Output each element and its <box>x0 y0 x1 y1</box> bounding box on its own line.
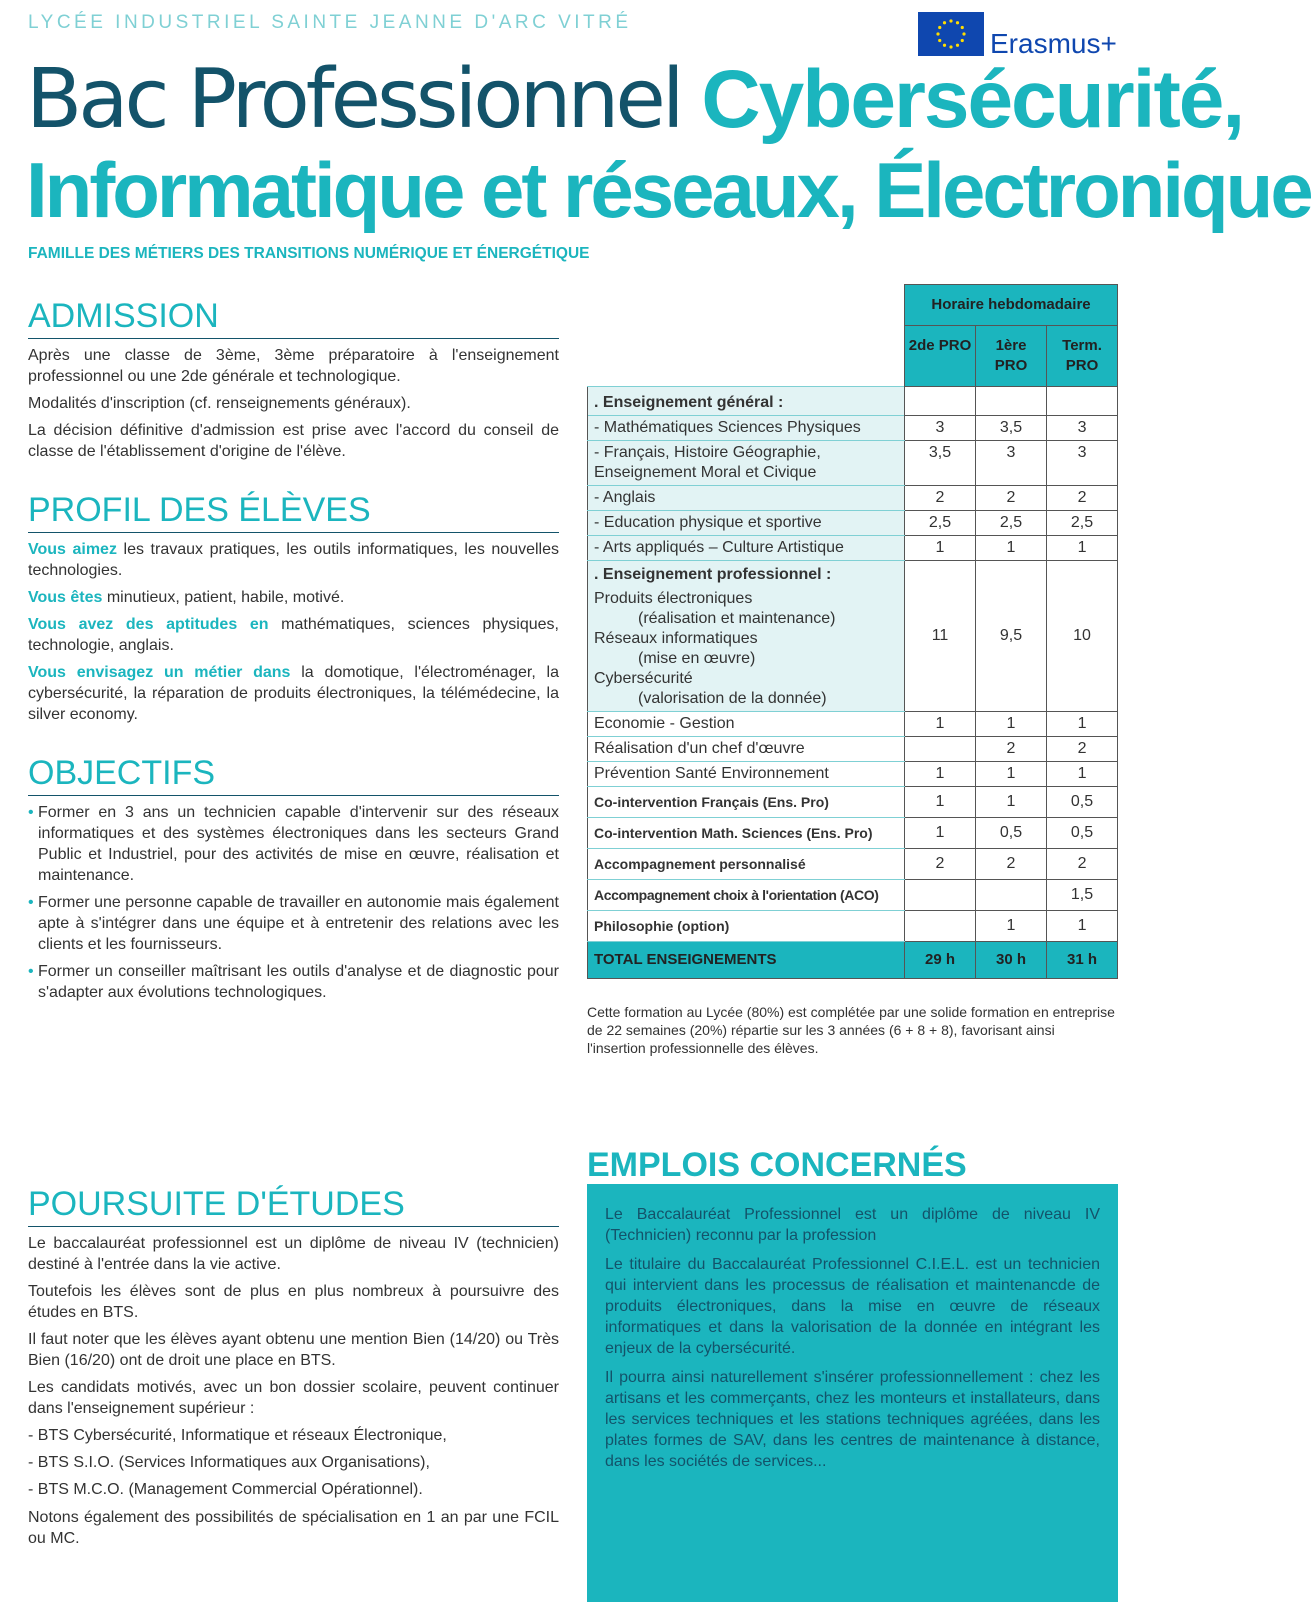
table-row <box>588 387 1118 416</box>
eu-star <box>962 32 965 35</box>
pro-line: Réseaux informatiques <box>594 630 758 647</box>
row-value: 3,5 <box>905 441 976 486</box>
row-value: 1 <box>905 787 976 818</box>
row-value: 2 <box>976 737 1047 762</box>
eu-star <box>943 21 946 24</box>
row-value: 1 <box>905 712 976 737</box>
row-value: 2 <box>976 849 1047 880</box>
row-label: Economie - Gestion <box>588 712 905 737</box>
bullet-icon: • <box>28 804 34 821</box>
bullet-icon: • <box>28 963 34 980</box>
poursuite-p2: Toutefois les élèves sont de plus en plus nombreux à poursuivre des études en BTS. <box>28 1283 559 1321</box>
list-item: • Former une personne capable de travailler en autonomie mais également apte à s'intégrer dans une équipe et à entretenir des relations avec les clients et les fournisseurs. <box>28 894 559 953</box>
row-label: - Arts appliqués – Culture Artistique <box>588 536 905 561</box>
row-value: 2 <box>1047 849 1118 880</box>
eu-star <box>956 44 959 47</box>
admission-p2: Modalités d'inscription (cf. renseignements généraux). <box>28 395 411 412</box>
admission-p3: La décision définitive d'admission est prise avec l'accord du conseil de classe de l'établissement d'origine de l'élève. <box>28 422 559 460</box>
table-row <box>588 511 1118 536</box>
objectifs-list <box>28 802 559 1003</box>
emplois-title: EMPLOIS CONCERNÉS <box>587 1146 967 1184</box>
row-value: 1 <box>1047 536 1118 561</box>
row-value: 2,5 <box>1047 511 1118 536</box>
row-value: 1 <box>976 536 1047 561</box>
list-item: - BTS S.I.O. (Services Informatiques aux Organisations), <box>28 1454 430 1471</box>
table-row <box>588 561 1118 712</box>
total-value: 31 h <box>1047 942 1118 979</box>
row-value: 1 <box>976 787 1047 818</box>
row-value: 9,5 <box>976 561 1047 712</box>
title-light: Bac Professionnel <box>26 52 681 147</box>
row-value: 1 <box>905 762 976 787</box>
row-value: 3,5 <box>976 416 1047 441</box>
row-value: 2,5 <box>905 511 976 536</box>
general-label: . Enseignement général : <box>588 387 905 416</box>
row-label: - Mathématiques Sciences Physiques <box>588 416 905 441</box>
poursuite-p1: Le baccalauréat professionnel est un diplôme de niveau IV (technicien) destiné à l'entrée dans la vie active. <box>28 1235 559 1273</box>
profil-item: Vous aimez les travaux pratiques, les outils informatiques, les nouvelles technologies. <box>28 541 560 579</box>
poursuite-p5: Notons également des possibilités de spécialisation en 1 an par une FCIL ou MC. <box>28 1509 559 1547</box>
list-item: • Former un conseiller maîtrisant les outils d'analyse et de diagnostic pour s'adapter aux évolutions technologiques. <box>28 963 559 1001</box>
admission-title: ADMISSION <box>28 296 559 339</box>
bullet-icon: • <box>28 894 34 911</box>
total-value: 29 h <box>905 942 976 979</box>
row-label: Prévention Santé Environnement <box>588 762 905 787</box>
table-row <box>588 762 1118 787</box>
row-value <box>905 880 976 911</box>
row-value: 3 <box>1047 441 1118 486</box>
eu-star <box>936 32 939 35</box>
row-value: 0,5 <box>1047 818 1118 849</box>
profil-title: PROFIL DES ÉLÈVES <box>28 490 559 533</box>
table-row <box>588 787 1118 818</box>
total-row <box>588 942 1118 979</box>
pro-line: (mise en œuvre) <box>638 650 756 667</box>
row-label: Réalisation d'un chef d'œuvre <box>588 737 905 762</box>
table-row <box>588 911 1118 942</box>
row-value: 2 <box>976 486 1047 511</box>
col-header: 1ère PRO <box>976 326 1047 387</box>
eu-flag-icon <box>918 12 984 56</box>
row-value <box>976 880 1047 911</box>
table-row <box>588 712 1118 737</box>
table-note: Cette formation au Lycée (80%) est complétée par une solide formation en entreprise de 22 semaines (20%) répartie sur les 3 années (6 + 8 + 8), favorisant ainsi l'insertion professionnelle des élèves. <box>587 1004 1115 1056</box>
eu-star <box>961 26 964 29</box>
row-value: 1 <box>1047 762 1118 787</box>
pro-line: Cybersécurité <box>594 670 693 687</box>
row-label: Co-intervention Français (Ens. Pro) <box>588 787 905 818</box>
table-row <box>588 536 1118 561</box>
poursuite-p4: Les candidats motivés, avec un bon dossier scolaire, peuvent continuer dans l'enseignement supérieur : <box>28 1379 559 1417</box>
table-cols-row <box>588 326 1118 387</box>
row-label: - Anglais <box>588 486 905 511</box>
emplois-p2: Le titulaire du Baccalauréat Professionnel C.I.E.L. est un technicien qui intervient dans les processus de réalisation et maintenancde de produits électroniques, dans la mise en œuvre de réseaux informatiques et dans la valorisation de la donnée en intégrant les enjeux de la cybersécurité. <box>605 1256 1100 1357</box>
pro-label: . Enseignement professionnel : <box>594 566 832 583</box>
list-item: - BTS Cybersécurité, Informatique et réseaux Électronique, <box>28 1427 447 1444</box>
row-label: - Education physique et sportive <box>588 511 905 536</box>
pro-line: Produits électroniques <box>594 590 753 607</box>
table-row <box>588 880 1118 911</box>
eu-star <box>961 39 964 42</box>
row-value: 1 <box>976 911 1047 942</box>
profil-item: Vous êtes minutieux, patient, habile, motivé. <box>28 589 345 606</box>
row-value: 1 <box>905 818 976 849</box>
total-value: 30 h <box>976 942 1047 979</box>
row-value: 11 <box>905 561 976 712</box>
total-label: TOTAL ENSEIGNEMENTS <box>588 942 905 979</box>
eu-star <box>949 45 952 48</box>
emplois-p1: Le Baccalauréat Professionnel est un diplôme de niveau IV (Technicien) reconnu par la profession <box>605 1206 1100 1244</box>
row-label: Accompagnement choix à l'orientation (ACO) <box>588 880 905 911</box>
row-value: 3 <box>905 416 976 441</box>
bts-list <box>28 1425 559 1501</box>
table-row <box>588 416 1118 441</box>
table-corner <box>588 285 905 326</box>
admission-section <box>28 296 559 468</box>
table-corner <box>588 326 905 387</box>
eu-star <box>949 19 952 22</box>
eu-star <box>943 44 946 47</box>
row-label: Co-intervention Math. Sciences (Ens. Pro) <box>588 818 905 849</box>
page-title-line2: Informatique et réseaux, Électronique <box>26 146 1311 234</box>
profil-section <box>28 490 559 731</box>
table-row <box>588 737 1118 762</box>
eu-star <box>956 21 959 24</box>
page-title <box>26 52 1244 147</box>
row-value: 1 <box>976 712 1047 737</box>
eu-star <box>938 39 941 42</box>
poursuite-p3: Il faut noter que les élèves ayant obtenu une mention Bien (14/20) ou Très Bien (16/20) ont de droit une place en BTS. <box>28 1331 559 1369</box>
col-header: Term. PRO <box>1047 326 1118 387</box>
row-label: Accompagnement personnalisé <box>588 849 905 880</box>
profil-item: Vous avez des aptitudes en mathématiques, sciences physiques, technologie, anglais. <box>28 616 559 654</box>
row-value: 1 <box>1047 712 1118 737</box>
list-item: - BTS M.C.O. (Management Commercial Opérationnel). <box>28 1481 423 1498</box>
row-value: 2,5 <box>976 511 1047 536</box>
objectifs-section <box>28 753 559 1009</box>
row-value: 2 <box>1047 486 1118 511</box>
list-item: • Former en 3 ans un technicien capable d'intervenir sur des réseaux informatiques et des systèmes électroniques dans les secteurs Grand Public et Industriel, pour des activités de mise en œuvre, réalisation et maintenance. <box>28 804 559 884</box>
row-value: 2 <box>1047 737 1118 762</box>
row-value: 1,5 <box>1047 880 1118 911</box>
title-accent: Cybersécurité, <box>701 54 1244 145</box>
row-value: 3 <box>1047 416 1118 441</box>
row-value: 10 <box>1047 561 1118 712</box>
row-value: 1 <box>905 536 976 561</box>
famille-subtitle: FAMILLE DES MÉTIERS DES TRANSITIONS NUMÉRIQUE ET ÉNERGÉTIQUE <box>28 245 590 262</box>
pro-line: (réalisation et maintenance) <box>638 610 836 627</box>
table-row <box>588 486 1118 511</box>
row-value: 2 <box>905 486 976 511</box>
emplois-box <box>587 1184 1118 1602</box>
row-value: 0,5 <box>976 818 1047 849</box>
hours-table <box>587 284 1118 979</box>
row-value: 2 <box>905 849 976 880</box>
table-row <box>588 441 1118 486</box>
admission-p1: Après une classe de 3ème, 3ème préparatoire à l'enseignement professionnel ou une 2de générale et technologique. <box>28 347 559 385</box>
pro-line: (valorisation de la donnée) <box>638 690 827 707</box>
table-row <box>588 818 1118 849</box>
table-row <box>588 849 1118 880</box>
poursuite-section <box>28 1184 559 1555</box>
row-label: Philosophie (option) <box>588 911 905 942</box>
col-header: 2de PRO <box>905 326 976 387</box>
profil-item: Vous envisagez un métier dans la domotique, l'électroménager, la cybersécurité, la réparation de produits électroniques, la télémédecine, la silver economy. <box>28 664 559 723</box>
row-value <box>905 911 976 942</box>
emplois-p3: Il pourra ainsi naturellement s'insérer professionnellement : chez les artisans et les commerçants, chez les monteurs et installateurs, dans les services techniques et les stations techniques agréées, dans les plates formes de SAV, dans les centres de maintenance à distance, dans les sociétés de services... <box>605 1369 1100 1470</box>
table-head-row <box>588 285 1118 326</box>
poursuite-title: POURSUITE D'ÉTUDES <box>28 1184 559 1227</box>
row-value <box>905 737 976 762</box>
row-value: 0,5 <box>1047 787 1118 818</box>
table-head: Horaire hebdomadaire <box>905 285 1118 326</box>
school-name: LYCÉE INDUSTRIEL SAINTE JEANNE D'ARC VITRÉ <box>28 12 632 33</box>
row-value: 1 <box>976 762 1047 787</box>
row-value: 1 <box>1047 911 1118 942</box>
eu-star <box>938 26 941 29</box>
pro-block <box>588 561 905 712</box>
erasmus-logo-text: Erasmus+ <box>990 28 1117 59</box>
objectifs-title: OBJECTIFS <box>28 753 559 796</box>
row-label: - Français, Histoire Géographie, Enseignement Moral et Civique <box>588 441 905 486</box>
row-value: 3 <box>976 441 1047 486</box>
